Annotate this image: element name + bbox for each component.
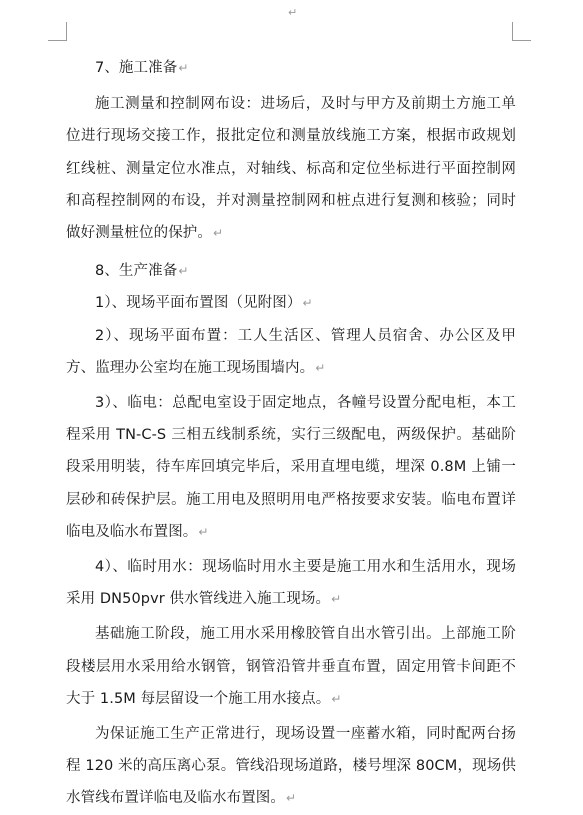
top-paragraph-mark: ↵ (288, 6, 298, 19)
body-paragraph: 施工测量和控制网布设：进场后，及时与甲方及前期土方施工单位进行现场交接工作，报批定位和测量放线施工方案，根据市政规划红线桩、测量定位水准点，对轴线、标高和定位坐标进行平面控制网和高程控制网的布设，并对测量控制网和桩点进行复测和核验；同时做好测量桩位的保护。↵ (66, 96, 516, 242)
section-heading-7: 7、施工准备↵ (95, 60, 189, 76)
paragraph-mark: ↵ (302, 296, 313, 311)
paragraph-mark: ↵ (331, 691, 342, 706)
list-item-3: 3）、临电：总配电室设于固定地点，各幢号设置分配电柜，本工程采用 TN-C-S 三相五线制系统，实行三级配电，两级保护。基础阶段采用明装，待车库回填完毕后，采用直埋电缆，埋深 0.8M 上铺一层砂和砖保护层。施工用电及照明用电严格按要求安装。临电布置详临电及临水布置图。↵ (66, 395, 516, 540)
list-item-1: 1）、现场平面布置图（见附图）↵ (95, 295, 313, 312)
paragraph-mark: ↵ (178, 61, 189, 75)
list-item-4: 4）、临时用水：现场临时用水主要是施工用水和生活用水，现场采用 DN50pvr 供水管线进入施工现场。↵ (66, 559, 516, 608)
document-body[interactable] (66, 52, 516, 815)
body-paragraph: 为保证施工生产正常进行，现场设置一座蓄水箱，同时配两台扬程 120 米的高压离心泵。管线沿现场道路，楼号埋深 80CM，现场供水管线布置详临电及临水布置图。↵ (66, 726, 516, 807)
section-heading-8: 8、生产准备↵ (95, 263, 189, 280)
paragraph-mark: ↵ (286, 791, 297, 806)
paragraph-mark: ↵ (198, 524, 209, 539)
paragraph-mark: ↵ (315, 360, 326, 375)
paragraph-mark: ↵ (213, 226, 224, 241)
body-paragraph: 基础施工阶段，施工用水采用橡胶管自出水管引出。上部施工阶段楼层用水采用给水钢管，钢管沿管井垂直布置，固定用管卡间距不大于 1.5M 每层留设一个施工用水接点。↵ (66, 626, 516, 707)
paragraph-mark: ↵ (331, 592, 342, 607)
crop-mark-top-left (48, 22, 67, 41)
paragraph-mark: ↵ (178, 264, 189, 279)
list-item-2: 2）、现场平面布置：工人生活区、管理人员宿舍、办公区及甲方、监理办公室均在施工现场围墙内。↵ (66, 327, 516, 376)
crop-mark-top-right (512, 22, 531, 41)
